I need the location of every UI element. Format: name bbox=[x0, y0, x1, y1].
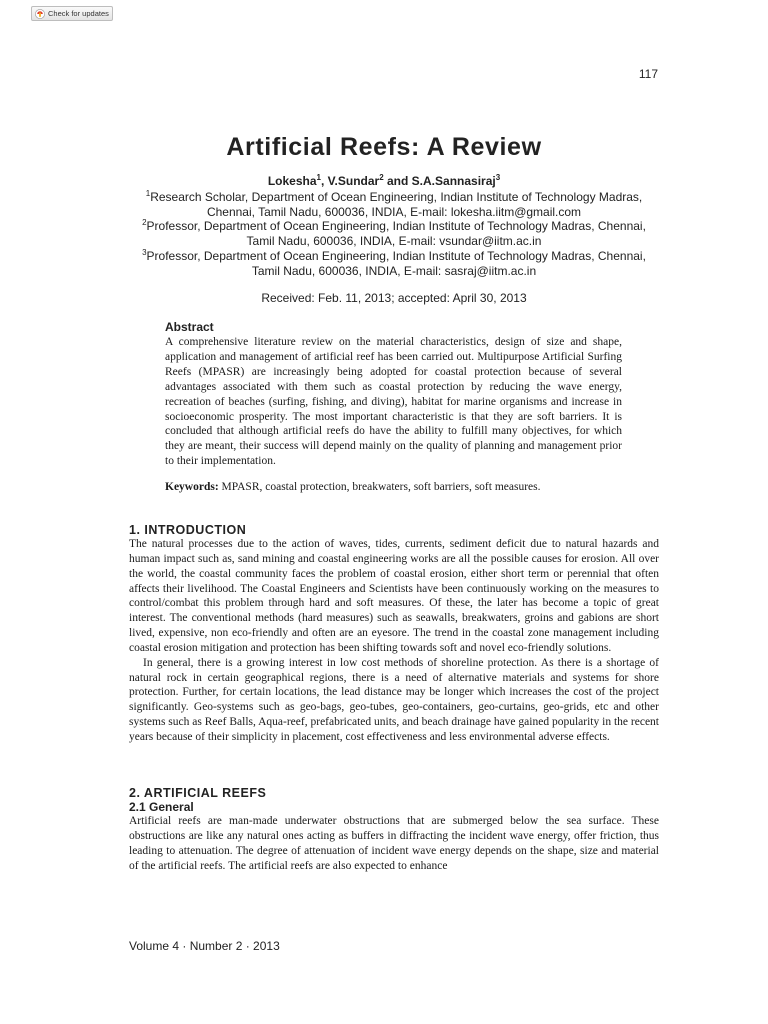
author-affiliation-marker: 2 bbox=[379, 173, 384, 182]
affiliation-text: Professor, Department of Ocean Engineering, Indian Institute of Technology Madras, Chennai, Tamil Nadu, 600036, INDIA, E-mail: sasraj@iitm.ac.in bbox=[146, 248, 646, 278]
affiliation-marker: 3 bbox=[142, 247, 147, 257]
check-for-updates-label: Check for updates bbox=[48, 9, 109, 18]
author-separator: , bbox=[320, 174, 328, 188]
affiliation-item bbox=[130, 249, 658, 278]
affiliation-list bbox=[130, 190, 658, 278]
abstract-text: A comprehensive literature review on the material characteristics, design of size and shape, application and management of artificial reef has been carried out. Multipurpose Artificial Surfing Reefs (MPASR) are increasingly being adopted for coastal protection because of several advantages associated with them such as coastal protection by reducing the wave energy, recreation of beaches (surfing, fishing, and diving), habitat for marine organisms and increase in socioeconomic prosperity. The most important characteristic is that they are soft barriers. It is concluded that although artificial reefs do have the ability to fulfill many objectives, for which they are meant, their success will depend mainly on the quality of planning and management prior to their implementation. bbox=[165, 336, 622, 468]
author-name: V.Sundar bbox=[327, 174, 380, 188]
keywords-line bbox=[165, 481, 622, 493]
keywords-label: Keywords: bbox=[165, 481, 219, 493]
received-dates: Received: Feb. 11, 2013; accepted: April 30, 2013 bbox=[261, 291, 527, 305]
affiliation-text: Research Scholar, Department of Ocean Engineering, Indian Institute of Technology Madras, Chennai, Tamil Nadu, 600036, INDIA, E-mail: lokesha.iitm@gmail.com bbox=[150, 190, 643, 219]
abstract-heading: Abstract bbox=[165, 320, 214, 334]
check-for-updates-button[interactable] bbox=[31, 6, 113, 21]
crossmark-icon bbox=[35, 9, 45, 19]
article-title: Artificial Reefs: A Review bbox=[226, 133, 542, 161]
journal-footer: Volume 4 · Number 2 · 2013 bbox=[129, 939, 280, 953]
body-paragraph: The natural processes due to the action of waves, tides, currents, sediment deficit due to natural hazards and human impact such as, sand mining and coastal engineering works are all the possible causes for erosion. All over the world, the coastal community faces the problem of coastal erosion, either short term or perennial that often affects their livelihood. The Coastal Engineers and Scientists have been continuously working on the measures to control/combat this problem through hard and soft measures. Of these, the later has become a topic of great interest. The conventional methods (hard measures) such as seawalls, breakwaters, groins and gabions are short lived, expensive, non eco-friendly and often are an eyesore. The trend in the coastal zone management including coastal erosion mitigation and protection has been shifting towards soft and novel eco-friendly solutions. bbox=[129, 538, 659, 654]
abstract-section bbox=[165, 320, 622, 469]
affiliation-marker: 1 bbox=[145, 189, 151, 198]
affiliation-text: Professor, Department of Ocean Engineering, Indian Institute of Technology Madras, Chennai, Tamil Nadu, 600036, INDIA, E-mail: vsundar@iitm.ac.in bbox=[146, 219, 646, 249]
author-separator: and bbox=[383, 174, 412, 188]
affiliation-item bbox=[130, 190, 658, 219]
author-name: S.A.Sannasiraj bbox=[411, 174, 496, 188]
artificial-reefs-section bbox=[129, 786, 659, 873]
keywords-text: MPASR, coastal protection, breakwaters, soft barriers, soft measures. bbox=[221, 481, 541, 493]
body-paragraph: In general, there is a growing interest in low cost methods of shoreline protection. As there is a shortage of natural rock in certain geographical regions, there is a need of alternative materials and systems for shore protection. Further, for certain locations, the lead distance may be longer which increases the cost of the project significantly. Geo-systems such as geo-bags, geo-tubes, geo-containers, geo-curtains, geo-grids, etc and other systems such as Reef Balls, Aqua-reef, prefabricated units, and beach drainage have gained popularity in the recent years because of their simplicity in placement, cost effectiveness and less environmental adverse effects. bbox=[129, 656, 659, 743]
section-heading: 1. INTRODUCTION bbox=[129, 523, 247, 537]
affiliation-marker: 2 bbox=[142, 218, 147, 228]
section-heading: 2. ARTIFICIAL REEFS bbox=[129, 786, 267, 800]
author-affiliation-marker: 3 bbox=[495, 173, 501, 182]
affiliation-item bbox=[130, 219, 658, 248]
author-list bbox=[0, 174, 768, 188]
body-paragraph: Artificial reefs are man-made underwater obstructions that are submerged below the sea surface. These obstructions are like any natural ones acting as buffers in diffracting the incident wave energy, offer friction, thus leading to attenuation. The degree of attenuation of incident wave energy depends on the shape, size and material of the artificial reefs. The artificial reefs are also expected to enhance bbox=[129, 815, 659, 872]
author-name: Lokesha bbox=[267, 174, 317, 188]
page-number: 117 bbox=[638, 67, 658, 81]
introduction-section bbox=[129, 523, 659, 745]
author-affiliation-marker: 1 bbox=[316, 173, 321, 182]
subsection-heading: 2.1 General bbox=[129, 800, 194, 814]
